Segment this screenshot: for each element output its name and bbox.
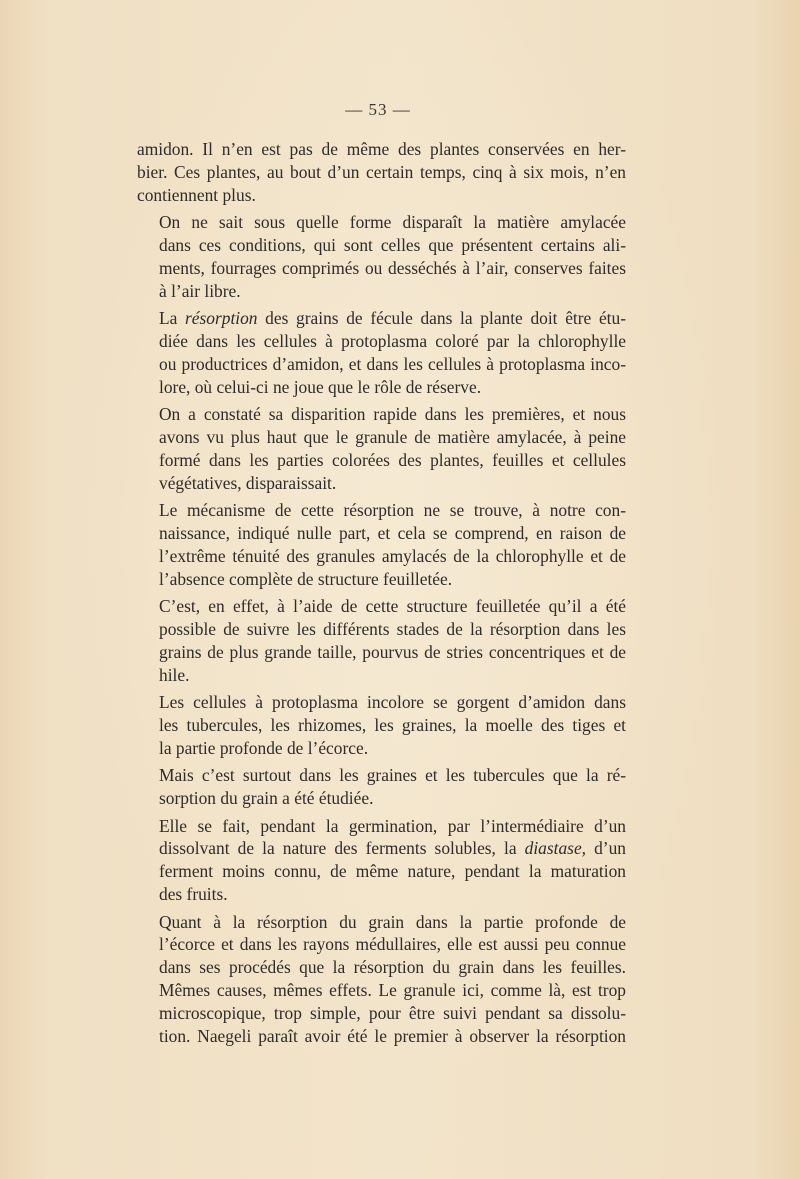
text-line: On ne sait sous quelle forme disparaît la matière amylacée — [159, 212, 626, 233]
text-line: l’extrême ténuité des granules amylacés de la chlorophylle et de — [159, 545, 626, 566]
text-line: contiennent plus. — [137, 184, 256, 205]
paragraph-3 — [137, 307, 626, 399]
text-line: C’est, en effet, à l’aide de cette structure feuilletée qu’il a été — [159, 596, 626, 617]
text-line: les tubercules, les rhizomes, les graines, la moelle des tiges et — [159, 715, 626, 736]
text-line: microscopique, trop simple, pour être suivi pendant sa dissolu- — [159, 1003, 626, 1024]
text-line: diée dans les cellules à protoplasma coloré par la chlorophylle — [159, 331, 626, 352]
text-line: Elle se fait, pendant la germination, par l’intermédiaire d’un — [159, 815, 626, 836]
text-line: Mais c’est surtout dans les graines et les tubercules que la ré- — [159, 765, 626, 786]
italic-term: diastase, — [524, 838, 587, 859]
text-line: On a constaté sa disparition rapide dans les premières, et nous — [159, 404, 626, 425]
paragraph-7 — [137, 691, 626, 760]
paragraph-10 — [137, 911, 626, 1048]
text-line: la partie profonde de l’écorce. — [159, 738, 369, 758]
text-line: ments, fourrages comprimés ou desséchés à l’air, conserves faites — [159, 257, 626, 278]
text-line: Le mécanisme de cette résorption ne se trouve, à notre con- — [159, 500, 626, 521]
text-line: bier. Ces plantes, au bout d’un certain temps, cinq à six mois, n’en — [137, 161, 626, 182]
text-line: tion. Naegeli paraît avoir été le premier à observer la résorption — [159, 1026, 626, 1047]
text-line: dans ses procédés que la résorption du grain dans les feuilles. — [159, 957, 626, 978]
text-line: Les cellules à protoplasma incolore se gorgent d’amidon dans — [159, 692, 626, 713]
text-line: grains de plus grande taille, pourvus de stries concentriques et de — [159, 641, 626, 662]
text-line: hile. — [159, 664, 190, 685]
paragraph-4 — [137, 403, 626, 495]
text-line: Mêmes causes, mêmes effets. Le granule ici, comme là, est trop — [159, 980, 626, 1001]
text-line: naissance, indiqué nulle part, et cela se comprend, en raison de — [159, 523, 626, 544]
text-line: Quant à la résorption du grain dans la partie profonde de — [159, 911, 626, 932]
text-line: dans ces conditions, qui sont celles que présentent certains ali- — [159, 235, 626, 256]
paragraph-2 — [137, 211, 626, 303]
text-line: amidon. Il n’en est pas de même des plantes conservées en her- — [137, 139, 626, 159]
text-line: possible de suivre les différents stades de la résorption dans les — [159, 619, 626, 640]
text-line: ferment moins connu, de même nature, pendant la maturation — [159, 861, 626, 882]
paragraph-8 — [137, 764, 626, 810]
text-line: à l’air libre. — [159, 280, 241, 301]
text-line: avons vu plus haut que le granule de matière amylacée, à peine — [159, 427, 626, 448]
text-line: sorption du grain a été étudiée. — [159, 788, 374, 809]
body-text — [137, 138, 626, 1052]
paragraph-6 — [137, 595, 626, 687]
text-line: végétatives, disparaissait. — [159, 472, 337, 493]
paragraph-1 — [137, 138, 626, 207]
text-line: ou productrices d’amidon, et dans les cellules à protoplasma inco- — [159, 353, 626, 374]
text-line: l’écorce et dans les rayons médullaires, elle est aussi peu connue — [159, 934, 626, 955]
paragraph-5 — [137, 499, 626, 591]
text-line: des fruits. — [159, 884, 228, 905]
page-number: — 53 — — [345, 100, 411, 119]
text-line: l’absence complète de structure feuilletée. — [159, 568, 453, 589]
text-line: lore, où celui-ci ne joue que le rôle de réserve. — [159, 376, 482, 397]
paragraph-9 — [137, 815, 626, 907]
text-line: formé dans les parties colorées des plantes, feuilles et cellules — [159, 449, 626, 470]
italic-term: résorption — [185, 308, 258, 329]
text-line: La résorption des grains de fécule dans la plante doit être étu- — [159, 308, 626, 329]
text-line: dissolvant de la nature des ferments solubles, la diastase, d’un — [159, 838, 626, 859]
